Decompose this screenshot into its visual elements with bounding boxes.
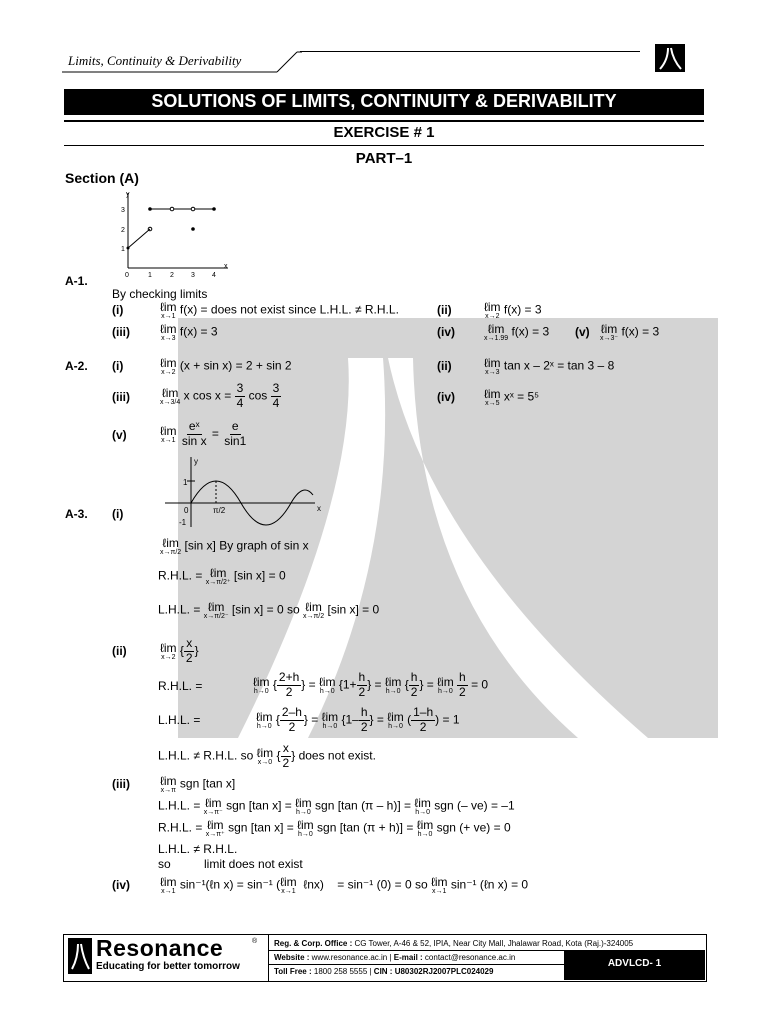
- x-axis-label: x: [224, 263, 228, 270]
- section-heading: Section (A): [65, 170, 139, 186]
- a2-v: ℓim x→1 $\frac{\text{eˣ}}{\text{sin x}}$ = $\frac{e}{\sin 1}$: [160, 419, 247, 448]
- footer-tagline: Educating for better tomorrow: [96, 961, 240, 972]
- sine-graph: [165, 455, 330, 530]
- y-tick-3: 3: [121, 207, 125, 214]
- a1-iv: ℓim x→1.99 f(x) = 3: [484, 322, 550, 342]
- main-title: SOLUTIONS OF LIMITS, CONTINUITY & DERIVABILITY: [151, 91, 617, 111]
- x-tick-3: 3: [191, 272, 195, 278]
- a3-ii-conclusion: L.H.L. ≠ R.H.L. so ℓim x→0 { $\frac{x}{2}$ } does not exist.: [158, 741, 376, 770]
- a1-ii-label: (ii): [437, 303, 452, 317]
- a3-iii-label: (iii): [112, 777, 130, 791]
- a1-iii: ℓim x→3 f(x) = 3: [160, 322, 218, 342]
- a1-v: ℓim x→3⁻ f(x) = 3: [600, 322, 660, 342]
- a3-iii-lhl: L.H.L. = ℓim x→π⁻ sgn [tan x] = ℓim h→0 sgn [tan (π – h)] = ℓim h→0 sgn (– ve) = –1: [158, 796, 515, 816]
- sine-tick-0: 0: [184, 506, 189, 515]
- a3-ii-label: (ii): [112, 644, 127, 658]
- a3-iii-neq: L.H.L. ≠ R.H.L.: [158, 842, 238, 856]
- footer-tollfree: Toll Free : 1800 258 5555 | CIN : U80302RJ2007PLC024029: [274, 967, 494, 976]
- sine-tick-neg1: -1: [179, 518, 187, 527]
- title-rule-bottom: [64, 145, 704, 146]
- footer-logo-icon: [68, 938, 92, 974]
- y-tick-1: 1: [121, 246, 125, 253]
- a3-ii-rhl: ℓim h→0 { $\frac{2+h}{2}$ } = ℓim h→0 {1+ $\frac{h}{2}$ } = ℓim h→0 { $\frac{h}{2}$ } = ℓim h→0 $\frac{h}{2}$ = 0: [253, 670, 489, 699]
- a2-iv: ℓim x→5 xˣ = 5⁵: [484, 387, 540, 407]
- x-tick-2: 2: [170, 272, 174, 278]
- header-rule: [62, 47, 302, 73]
- a2-iii: ℓim x→3/4 x cos x = $\frac{3}{4}$ cos $\frac{3}{4}$: [160, 381, 280, 410]
- exercise-heading: EXERCISE # 1: [333, 124, 435, 141]
- footer-address: Reg. & Corp. Office : CG Tower, A-46 & 52, IPIA, Near City Mall, Jhalawar Road, Kota (Raj.)-324005: [274, 939, 634, 948]
- a2-ii: ℓim x→3 tan x – 2ˣ = tan 3 – 8: [484, 356, 615, 376]
- footer-logo-text: Resonance: [96, 935, 224, 961]
- a3-i-lhl: L.H.L. = ℓim x→π/2⁻ [sin x] = 0 so ℓim x→π/2 [sin x] = 0: [158, 600, 380, 620]
- x-tick-1: 1: [148, 272, 152, 278]
- a1-iv-label: (iv): [437, 325, 455, 339]
- a3-iv: ℓim x→1 sin⁻¹(ℓn x) = sin⁻¹ ( ℓim x→1 ℓnx) = sin⁻¹ (0) = 0 so ℓim x→1 sin⁻¹ (ℓn x) = 0: [160, 875, 529, 895]
- a2-iii-label: (iii): [112, 390, 130, 404]
- sine-tick-1: 1: [183, 478, 188, 487]
- a1-i: ℓim x→1 f(x) = does not exist since L.H.L. ≠ R.H.L.: [160, 300, 399, 320]
- a1-i-label: (i): [112, 303, 124, 317]
- running-title: Limits, Continuity & Derivability: [68, 53, 242, 68]
- a1-intro: By checking limits: [112, 287, 208, 301]
- footer-website: Website : www.resonance.ac.in | E-mail : contact@resonance.ac.in: [274, 953, 516, 962]
- a1-iii-label: (iii): [112, 325, 130, 339]
- registered-mark: ®: [252, 938, 258, 945]
- a3-iv-label: (iv): [112, 878, 130, 892]
- header-logo-icon: [655, 44, 685, 72]
- a3-label: A-3.: [65, 507, 88, 521]
- part-heading: PART–1: [355, 150, 413, 167]
- a3-iii-conclusion: limit does not exist: [204, 857, 303, 871]
- footer-row-line-2: [268, 964, 564, 965]
- a3-ii-main: ℓim x→2 { $\frac{x}{2}$ }: [160, 636, 199, 665]
- a1-label: A-1.: [65, 274, 88, 288]
- page-code: ADVLCD- 1: [607, 958, 662, 969]
- sine-y-label: y: [194, 457, 198, 466]
- x-tick-0: 0: [125, 272, 129, 278]
- a2-i: ℓim x→2 (x + sin x) = 2 + sin 2: [160, 356, 292, 376]
- a3-i-line1: ℓim x→π/2 [sin x] By graph of sin x: [160, 536, 309, 556]
- a3-ii-lhl: ℓim h→0 { $\frac{2-h}{2}$ } = ℓim h→0 {1– $\frac{h}{2}$ } = ℓim h→0 ( $\frac{1-h}{2}$ ) = 1: [256, 705, 460, 734]
- title-rule-top: [64, 120, 704, 122]
- sine-x-label: x: [317, 504, 321, 513]
- step-function-graph: [108, 188, 238, 278]
- sine-tick-pi2: π/2: [213, 506, 226, 515]
- y-tick-2: 2: [121, 227, 125, 234]
- footer-divider: [268, 934, 269, 982]
- a1-v-label: (v): [575, 325, 590, 339]
- a2-label: A-2.: [65, 359, 88, 373]
- a2-v-label: (v): [112, 428, 127, 442]
- header-line: [300, 51, 640, 52]
- a2-iv-label: (iv): [437, 390, 455, 404]
- a3-ii-rhl-label: R.H.L. =: [158, 679, 203, 693]
- y-axis-label: y: [126, 191, 130, 198]
- a1-ii: ℓim x→2 f(x) = 3: [484, 300, 542, 320]
- a2-i-label: (i): [112, 359, 124, 373]
- a3-iii-rhl: R.H.L. = ℓim x→π⁺ sgn [tan x] = ℓim h→0 sgn [tan (π + h)] = ℓim h→0 sgn (+ ve) = 0: [158, 818, 511, 838]
- a3-ii-lhl-label: L.H.L. =: [158, 713, 201, 727]
- a3-iii-so: so: [158, 857, 171, 871]
- x-tick-4: 4: [212, 272, 216, 278]
- a3-i-label: (i): [112, 507, 124, 521]
- a3-iii-main: ℓim x→π sgn [tan x]: [160, 774, 236, 794]
- a3-i-rhl: R.H.L. = ℓim x→π/2⁺ [sin x] = 0: [158, 566, 286, 586]
- a2-ii-label: (ii): [437, 359, 452, 373]
